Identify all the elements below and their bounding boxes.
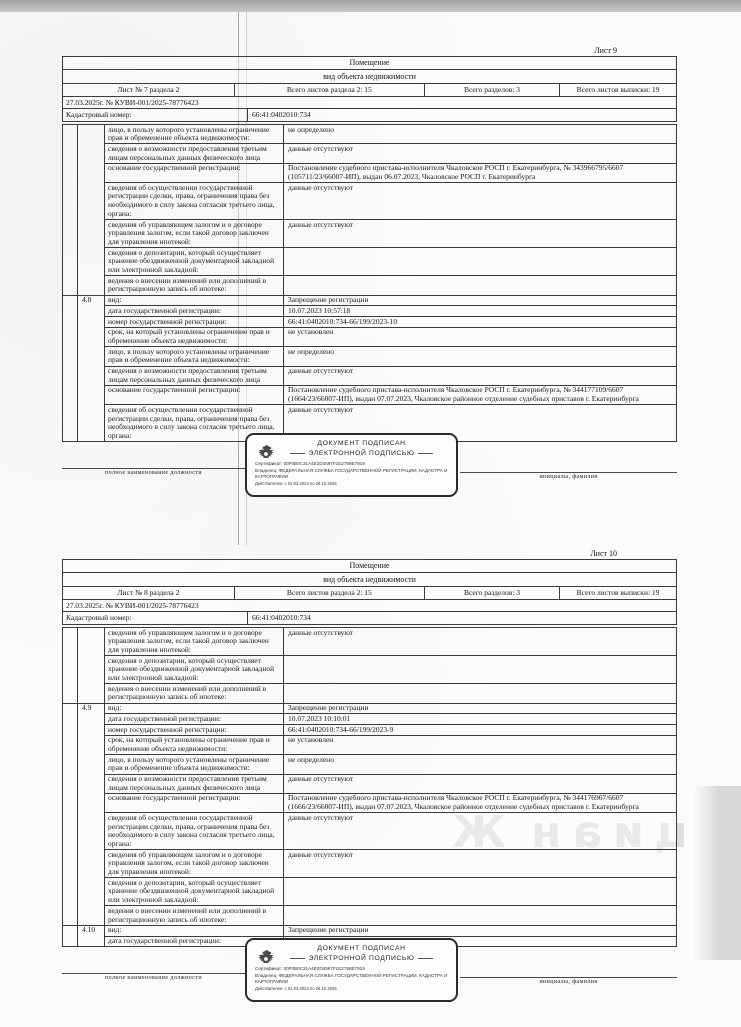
sheet-info: Лист № 7 раздела 2 xyxy=(63,84,235,96)
field-label: ведения о внесении изменений или дополнений в регистрационную запись об ипотеке: xyxy=(105,275,284,294)
record-number xyxy=(78,404,105,441)
field-value: данные отсутствуют xyxy=(284,366,676,385)
field-value xyxy=(284,247,676,275)
coat-of-arms-icon xyxy=(256,947,276,969)
section-sheets-total: Всего листов раздела 2: 15 xyxy=(235,84,425,96)
page-sheet-10 xyxy=(62,548,677,1027)
field-label: сведения о депозитарии, который осуществляет хранение обездвиженной документарной закладной или электронной закладной: xyxy=(105,877,284,905)
record-number xyxy=(78,316,105,327)
field-value: Постановление судебного пристава-исполнителя Чкаловское РОСП г. Екатеринбурга, № 344177109/6607 (1664/23/66007-ИП), выдан 07.07.2023, Чкаловское районное отделение судебных приставов г. Екатеринбурга xyxy=(284,385,676,404)
row-margin-cell xyxy=(63,247,78,275)
row-margin-cell xyxy=(63,295,78,306)
row-margin-cell xyxy=(63,724,78,735)
field-value: 66:41:0402010:734-66/199/2023-9 xyxy=(284,724,676,735)
record-number xyxy=(78,877,105,905)
sections-total: Всего разделов: 3 xyxy=(425,587,560,599)
coat-of-arms-icon xyxy=(256,442,276,464)
field-label: лицо, в пользу которого установлены ограничение прав и обременение объекта недвижимости: xyxy=(105,346,284,365)
stamp-owner: Владелец: ФЕДЕРАЛЬНАЯ СЛУЖБА ГОСУДАРСТВЕННОЙ РЕГИСТРАЦИИ, КАДАСТРА И КАРТОГРАФИИ xyxy=(255,973,448,984)
row-margin-cell xyxy=(63,385,78,404)
field-value: не установлен xyxy=(284,327,676,346)
field-value xyxy=(284,655,676,683)
stamp-owner: Владелец: ФЕДЕРАЛЬНАЯ СЛУЖБА ГОСУДАРСТВЕННОЙ РЕГИСТРАЦИИ, КАДАСТРА И КАРТОГРАФИИ xyxy=(255,468,448,479)
table-row xyxy=(63,366,676,385)
row-margin-cell xyxy=(63,275,78,294)
row-margin-cell xyxy=(63,754,78,773)
record-number: 4.10 xyxy=(78,925,105,936)
field-value: Запрещение регистрации xyxy=(284,295,676,306)
extract-sheets-total: Всего листов выписки: 19 xyxy=(576,85,660,94)
stamp-certificate: Сертификат: 00F0B0C31A4E2D4597F1E2798E7919 xyxy=(255,461,365,467)
field-label: сведения об осуществлении государственной регистрации сделки, права, ограничения права без необходимого в силу закона согласия третьего лица, органа: xyxy=(105,812,284,849)
row-margin-cell xyxy=(63,182,78,219)
table-row xyxy=(63,735,676,754)
record-number xyxy=(78,219,105,247)
request-reference: 27.03.2025г. № КУВИ-001/2025-78776423 xyxy=(63,96,676,108)
stamp-rule-right xyxy=(418,453,433,454)
record-number xyxy=(78,793,105,812)
cian-watermark-text: циан xyxy=(519,806,688,858)
row-margin-cell xyxy=(63,163,78,182)
sheet-counters-row xyxy=(63,586,676,599)
field-label: ведения о внесении изменений или дополнений в регистрационную запись об ипотеке: xyxy=(105,683,284,702)
record-number xyxy=(78,735,105,754)
table-row xyxy=(63,713,676,724)
stamp-title-line1: ДОКУМЕНТ ПОДПИСАН xyxy=(317,945,406,953)
request-reference: 27.03.2025г. № КУВИ-001/2025-78776423 xyxy=(63,599,676,611)
table-row xyxy=(63,247,676,275)
sheet-counters-row xyxy=(63,83,676,96)
field-value: 10.07.2023 10:57:18 xyxy=(284,305,676,316)
row-margin-cell xyxy=(63,316,78,327)
field-value: не определено xyxy=(284,346,676,365)
name-caption: инициалы, фамилия xyxy=(539,979,598,986)
row-margin-cell xyxy=(63,713,78,724)
field-value: данные отсутствуют xyxy=(284,849,676,877)
table-row xyxy=(63,877,676,905)
table-row xyxy=(63,316,676,327)
record-number xyxy=(78,683,105,702)
stamp-validity: Действителен: с 02.03.2024 по 26.10.2025 xyxy=(255,985,337,991)
field-label: вид: xyxy=(105,703,284,714)
cadastral-label: Кадастровый номер: xyxy=(63,109,248,121)
row-margin-cell xyxy=(63,905,78,924)
field-value xyxy=(284,275,676,294)
table-row xyxy=(63,327,676,346)
field-label: основание государственной регистрации: xyxy=(105,163,284,182)
stamp-title-line2 xyxy=(255,450,448,457)
record-number xyxy=(78,247,105,275)
field-label: сведения об осуществлении государственной регистрации сделки, права, ограничения права без необходимого в силу закона согласия третьего лица, органа: xyxy=(105,404,284,441)
object-type-caption: вид объекта недвижимости xyxy=(63,572,676,586)
cian-logo-icon: Ж xyxy=(452,806,506,858)
field-label: основание государственной регистрации: xyxy=(105,793,284,812)
cadastral-number: 66:41:0402010:734 xyxy=(252,613,311,622)
field-label: сведения о возможности предоставления третьим лицам персональных данных физического лица xyxy=(105,774,284,793)
digital-signature-stamp xyxy=(245,433,458,497)
field-value: не установлен xyxy=(284,735,676,754)
record-number xyxy=(78,163,105,182)
field-value: данные отсутствуют xyxy=(284,812,676,849)
record-number xyxy=(78,366,105,385)
stamp-title-line2 xyxy=(255,955,448,962)
stamp-certificate: Сертификат: 00F0B0C31A4E2D4597F1E2798E7919 xyxy=(255,966,365,972)
record-number xyxy=(78,143,105,162)
signature-area xyxy=(62,947,677,1027)
table-row xyxy=(63,724,676,735)
row-margin-cell xyxy=(63,812,78,849)
record-number xyxy=(78,628,105,655)
row-margin-cell xyxy=(63,305,78,316)
row-margin-cell xyxy=(63,655,78,683)
record-number xyxy=(78,385,105,404)
extract-sheets-total: Всего листов выписки: 19 xyxy=(576,588,660,597)
table-row xyxy=(63,346,676,365)
field-value: данные отсутствуют xyxy=(288,627,354,637)
position-caption: полное наименование должности xyxy=(105,470,202,477)
record-number xyxy=(78,812,105,849)
field-value: Постановление судебного пристава-исполнителя Чкаловское РОСП г. Екатеринбурга, № 344176967/6607 (1666/23/66007-ИП), выдан 07.07.2023, Чкаловское районное отделение судебных приставов г. Екатеринбурга xyxy=(284,793,676,812)
field-label: сведения о депозитарии, который осуществляет хранение обездвиженной документарной закладной или электронной закладной: xyxy=(105,247,284,275)
cadastral-number: 66:41:0402010:734 xyxy=(252,110,311,119)
record-number xyxy=(78,936,105,947)
field-label: срок, на который установлены ограничение прав и обременение объекта недвижимости: xyxy=(105,327,284,346)
record-number xyxy=(78,713,105,724)
sheet-number: Лист 10 xyxy=(590,549,617,558)
sheet-info: Лист № 8 раздела 2 xyxy=(63,587,235,599)
table-row xyxy=(63,925,676,936)
row-margin-cell xyxy=(63,125,78,143)
position-caption: полное наименование должности xyxy=(105,975,202,982)
sheet-number: Лист 9 xyxy=(594,46,617,55)
row-margin-cell xyxy=(63,877,78,905)
row-margin-cell xyxy=(63,683,78,702)
table-row xyxy=(63,163,676,182)
field-value: Запрещение регистрации xyxy=(284,925,676,936)
row-margin-cell xyxy=(63,219,78,247)
row-margin-cell xyxy=(63,628,78,655)
header-table xyxy=(62,56,677,122)
record-number xyxy=(78,346,105,365)
record-number xyxy=(78,754,105,773)
field-value xyxy=(284,905,676,924)
field-value: 10.07.2023 10:10:01 xyxy=(284,713,676,724)
row-margin-cell xyxy=(63,366,78,385)
table-row xyxy=(63,219,676,247)
header-table xyxy=(62,559,677,625)
row-margin-cell xyxy=(63,925,78,936)
field-value xyxy=(284,683,676,702)
stamp-title-line2-text: ЭЛЕКТРОННОЙ ПОДПИСЬЮ xyxy=(308,955,415,963)
table-row xyxy=(63,385,676,404)
stamp-rule-left xyxy=(290,958,305,959)
row-margin-cell xyxy=(63,327,78,346)
field-label: сведения об управляющем залогом и о договоре управления залогом, если такой договор заключен для управления ипотекой: xyxy=(105,849,284,877)
field-value: не определено xyxy=(288,124,334,134)
sections-total: Всего разделов: 3 xyxy=(425,84,560,96)
table-row xyxy=(63,182,676,219)
table-row xyxy=(63,628,676,655)
field-value xyxy=(284,877,676,905)
field-label: сведения о депозитарии, который осуществляет хранение обездвиженной документарной закладной или электронной закладной: xyxy=(105,655,284,683)
record-number: 4.8 xyxy=(78,295,105,306)
row-margin-cell xyxy=(63,404,78,441)
field-value: данные отсутствуют xyxy=(284,182,676,219)
record-number xyxy=(78,305,105,316)
cadastral-label: Кадастровый номер: xyxy=(63,612,248,624)
table-row xyxy=(63,754,676,773)
field-label: дата государственной регистрации: xyxy=(105,305,284,316)
records-table xyxy=(62,627,677,947)
table-row xyxy=(63,812,676,849)
field-label: срок, на который установлены ограничение прав и обременение объекта недвижимости: xyxy=(105,735,284,754)
records-table xyxy=(62,124,677,442)
scan-edge-top xyxy=(0,0,741,12)
field-value: Постановление судебного пристава-исполнителя Чкаловское РОСП г. Екатеринбурга, № 343966795/6607 (105711/23/66007-ИП), выдан 06.07.2023, Чкаловское РОСП г. Екатеринбурга xyxy=(284,163,676,182)
table-row xyxy=(63,905,676,924)
field-label: номер государственной регистрации: xyxy=(105,316,284,327)
record-number xyxy=(78,125,105,143)
stamp-rule-right xyxy=(418,958,433,959)
table-row xyxy=(63,305,676,316)
object-type-caption: вид объекта недвижимости xyxy=(63,69,676,83)
page-sheet-9 xyxy=(62,45,677,522)
field-label: ведения о внесении изменений или дополнений в регистрационную запись об ипотеке: xyxy=(105,905,284,924)
field-label: сведения об управляющем залогом и о договоре управления залогом, если такой договор заключен для управления ипотекой: xyxy=(105,219,284,247)
field-label: дата государственной регистрации: xyxy=(105,713,284,724)
digital-signature-stamp xyxy=(245,938,458,1002)
row-margin-cell xyxy=(63,936,78,947)
record-number xyxy=(78,655,105,683)
stamp-validity: Действителен: с 02.03.2024 по 26.10.2025 xyxy=(255,480,337,486)
row-margin-cell xyxy=(63,703,78,714)
field-label: основание государственной регистрации: xyxy=(105,385,284,404)
table-row xyxy=(63,774,676,793)
stamp-title-line1: ДОКУМЕНТ ПОДПИСАН xyxy=(317,440,406,448)
row-margin-cell xyxy=(63,143,78,162)
record-number xyxy=(78,774,105,793)
field-label: номер государственной регистрации: xyxy=(105,724,284,735)
field-label: сведения об управляющем залогом и о договоре управления залогом, если такой договор заключен для управления ипотекой: xyxy=(105,628,284,655)
field-value: 66:41:0402010:734-66/199/2023-10 xyxy=(284,316,676,327)
record-number xyxy=(78,327,105,346)
row-margin-cell xyxy=(63,849,78,877)
stamp-rule-left xyxy=(290,453,305,454)
record-number xyxy=(78,275,105,294)
field-value: данные отсутствуют xyxy=(284,774,676,793)
table-row xyxy=(63,275,676,294)
table-row xyxy=(63,793,676,812)
record-number xyxy=(78,724,105,735)
signature-line-position xyxy=(62,973,245,974)
field-label: дата государственной регистрации: xyxy=(105,936,284,947)
signature-line-position xyxy=(62,468,245,469)
field-label: сведения о возможности предоставления третьим лицам персональных данных физического лица xyxy=(105,366,284,385)
table-row xyxy=(63,143,676,162)
field-value: данные отсутствуют xyxy=(284,219,676,247)
field-label: вид: xyxy=(105,295,284,306)
field-label: лицо, в пользу которого установлены ограничение прав и обременение объекта недвижимости: xyxy=(105,125,284,143)
section-sheets-total: Всего листов раздела 2: 15 xyxy=(235,587,425,599)
row-margin-cell xyxy=(63,774,78,793)
name-caption: инициалы, фамилия xyxy=(539,474,598,481)
cadastral-row xyxy=(63,611,676,624)
field-value: данные отсутствуют xyxy=(284,143,676,162)
field-value: не определено xyxy=(284,754,676,773)
record-number xyxy=(78,182,105,219)
table-row xyxy=(63,295,676,306)
object-type: Помещение xyxy=(349,58,390,67)
field-label: сведения об осуществлении государственной регистрации сделки, права, ограничения права без необходимого в силу закона согласия третьего лица, органа: xyxy=(105,182,284,219)
object-type: Помещение xyxy=(349,561,390,570)
row-margin-cell xyxy=(63,793,78,812)
field-label: сведения о возможности предоставления третьим лицам персональных данных физического лица xyxy=(105,143,284,162)
stamp-title-line2-text: ЭЛЕКТРОННОЙ ПОДПИСЬЮ xyxy=(308,450,415,458)
record-number xyxy=(78,905,105,924)
table-row xyxy=(63,125,676,143)
table-row xyxy=(63,683,676,702)
record-number: 4.9 xyxy=(78,703,105,714)
table-row xyxy=(63,849,676,877)
field-value: данные отсутствуют xyxy=(284,404,676,441)
row-margin-cell xyxy=(63,346,78,365)
field-value: Запрещение регистрации xyxy=(284,703,676,714)
table-row xyxy=(63,655,676,683)
field-label: вид: xyxy=(105,925,284,936)
signature-area xyxy=(62,442,677,522)
scan-edge-right xyxy=(693,786,741,960)
table-row xyxy=(63,703,676,714)
cadastral-row xyxy=(63,108,676,121)
record-number xyxy=(78,849,105,877)
field-label: лицо, в пользу которого установлены ограничение прав и обременение объекта недвижимости: xyxy=(105,754,284,773)
row-margin-cell xyxy=(63,735,78,754)
